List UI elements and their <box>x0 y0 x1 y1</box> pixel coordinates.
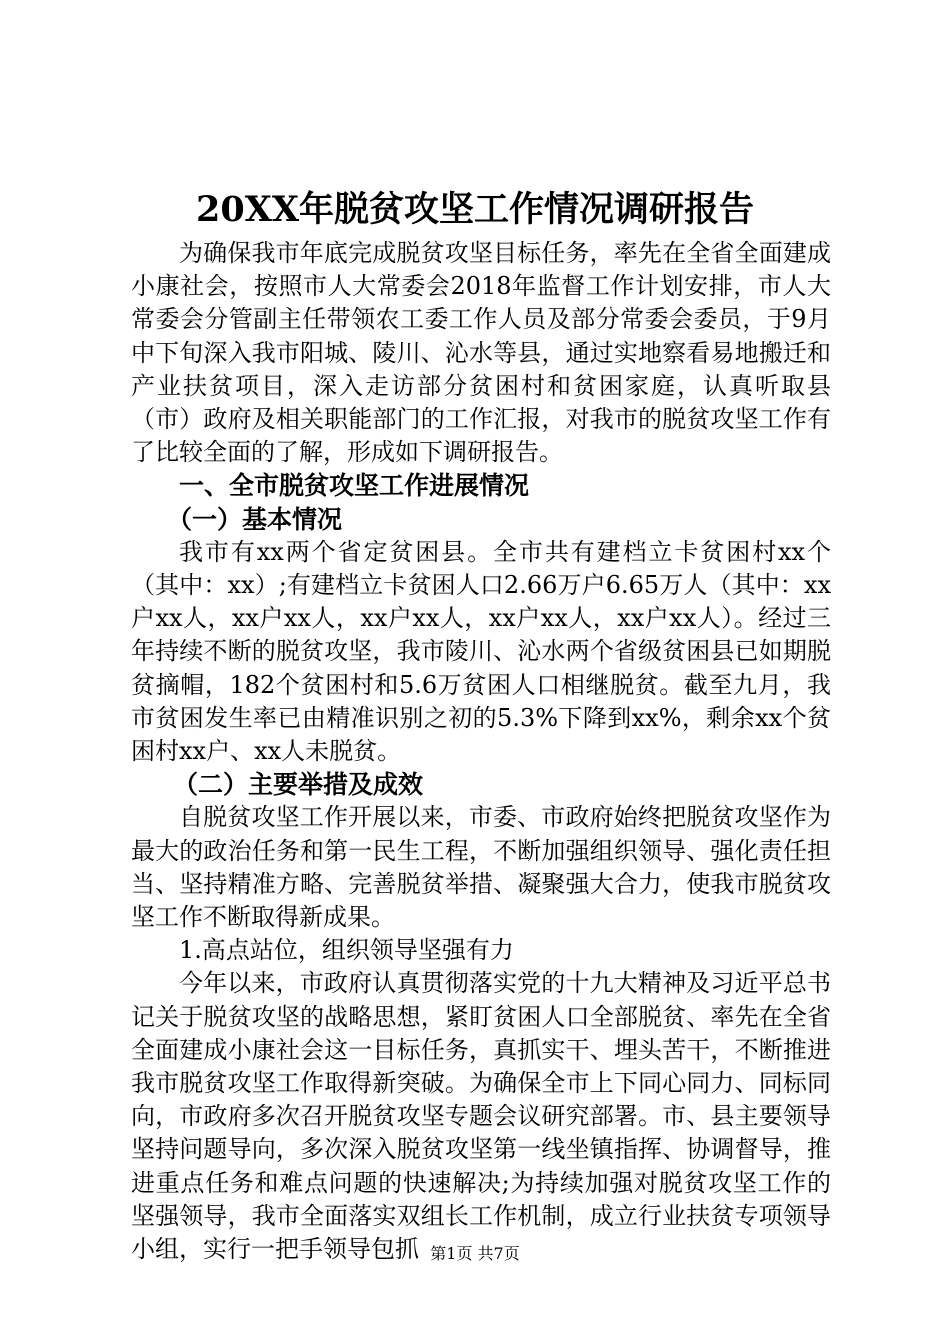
item-heading: 1.高点站位，组织领导坚强有力 <box>179 936 514 965</box>
basic-situation-paragraph: 我市有xx两个省定贫困县。全市共有建档立卡贫困村xx个（其中：xx）;有建档立卡贫困人口2.66万户6.65万人（其中：xx户xx人，xx户xx人，xx户xx人，xx户xx人，xx户xx人）。经过三年持续不断的脱贫攻坚，我市陵川、沁水两个省级贫困县已如期脱贫摘帽，182个贫困村和5.6万贫困人口相继脱贫。截至九月，我市贫困发生率已由精准识别之初的5.3%下降到xx%，剩余xx个贫困村xx户、xx人未脱贫。 <box>131 537 831 766</box>
page-title: 20XX年脱贫攻坚工作情况调研报告 <box>195 189 755 230</box>
document-body <box>131 237 831 1266</box>
item-paragraph: 今年以来，市政府认真贯彻落实党的十九大精神及习近平总书记关于脱贫攻坚的战略思想，紧盯贫困人口全部脱贫、率先在全省全面建成小康社会这一目标任务，真抓实干、埋头苦干，不断推进我市脱贫攻坚工作取得新突破。为确保全市上下同心同力、同标同向，市政府多次召开脱贫攻坚专题会议研究部署。市、县主要领导坚持问题导向，多次深入脱贫攻坚第一线坐镇指挥、协调督导，推进重点任务和难点问题的快速解决;为持续加强对脱贫攻坚工作的坚强领导，我市全面落实双组长工作机制，成立行业扶贫专项领导小组，实行一把手领导包抓 <box>131 969 831 1264</box>
page-footer: 第1页 共7页 <box>430 1244 520 1263</box>
measures-paragraph: 自脱贫攻坚工作开展以来，市委、市政府始终把脱贫攻坚作为最大的政治任务和第一民生工程，不断加强组织领导、强化责任担当、坚持精准方略、完善脱贫举措、凝聚强大合力，使我市脱贫攻坚工作不断取得新成果。 <box>131 803 831 932</box>
intro-paragraph: 为确保我市年底完成脱贫攻坚目标任务，率先在全省全面建成小康社会，按照市人大常委会2018年监督工作计划安排，市人大常委会分管副主任带领农工委工作人员及部分常委会委员，于9月中下旬深入我市阳城、陵川、沁水等县，通过实地察看易地搬迁和产业扶贫项目，深入走访部分贫困村和贫困家庭，认真听取县（市）政府及相关职能部门的工作汇报，对我市的脱贫攻坚工作有了比较全面的了解，形成如下调研报告。 <box>131 239 831 467</box>
subsection-heading-measures: （二）主要举措及成效 <box>173 770 424 800</box>
section-heading: 一、全市脱贫攻坚工作进展情况 <box>179 471 530 501</box>
subsection-heading-basic: （一）基本情况 <box>167 504 343 534</box>
